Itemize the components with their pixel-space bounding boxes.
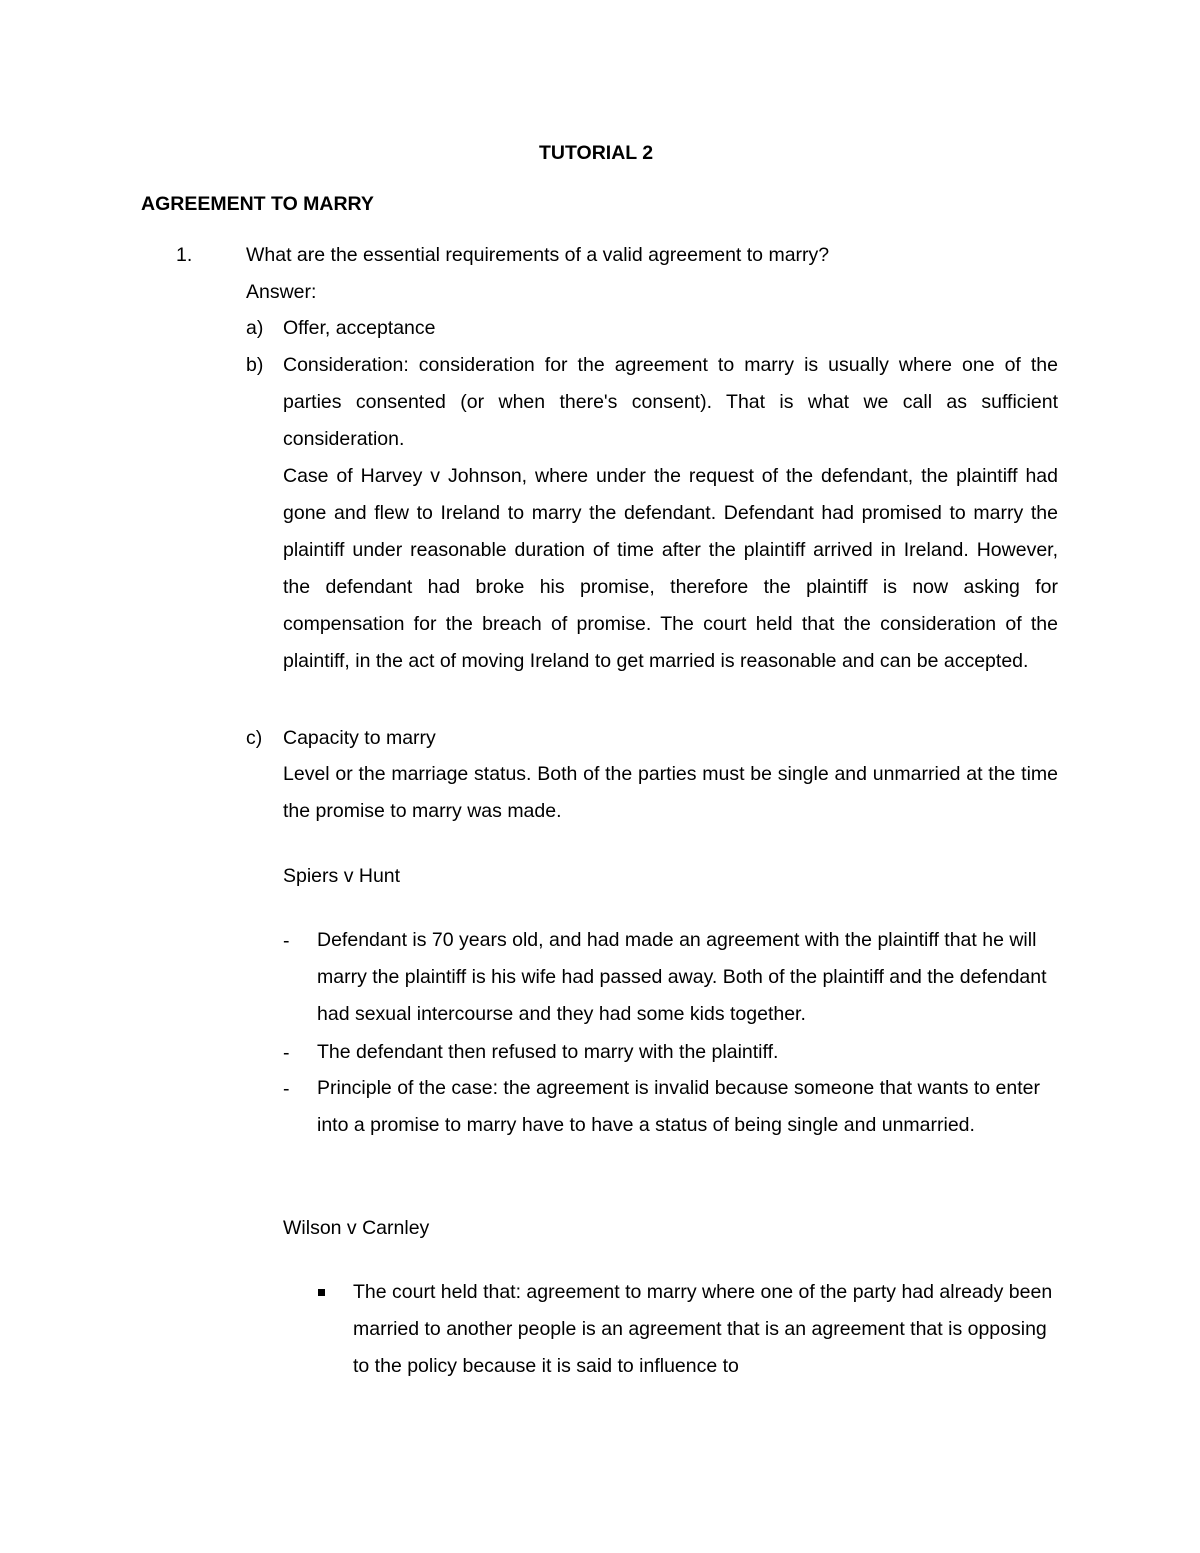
spiers-point-2: The defendant then refused to marry with the plaintiff. <box>317 1041 779 1063</box>
item-marker-c: c) <box>246 727 263 749</box>
wilson-point-1: The court held that: agreement to marry where one of the party had already been married to another people is an agreement that is an agreement that is opposing to the policy because it is said to influence to <box>353 1281 1053 1377</box>
item-text-a: Offer, acceptance <box>283 317 436 339</box>
harvey-case-paragraph: Case of Harvey v Johnson, where under the request of the defendant, the plaintiff had gone and flew to Ireland to marry the defendant. Defendant had promised to marry the plaintiff under reasonable duration of time after the plaintiff arrived in Ireland. However, the defendant had broke his promise, therefore the plaintiff is now asking for compensation for the breach of promise. The court held that the consideration of the plaintiff, in the act of moving Ireland to get married is reasonable and can be accepted. <box>283 465 1058 672</box>
capacity-paragraph: Level or the marriage status. Both of the parties must be single and unmarried at the time the promise to marry was made. <box>283 763 1058 822</box>
spiers-case-title: Spiers v Hunt <box>283 865 401 887</box>
item-text-b: Consideration: consideration for the agreement to marry is usually where one of the parties consented (or when there's consent). That is what we call as sufficient consideration. <box>283 354 1058 450</box>
dash-marker: - <box>283 930 290 952</box>
answer-label: Answer: <box>246 281 317 303</box>
spiers-point-1: Defendant is 70 years old, and had made an agreement with the plaintiff that he will marry the plaintiff is his wife had passed away. Both of the plaintiff and the defendant had sexual intercourse and they had some kids together. <box>317 929 1047 1025</box>
question-text: What are the essential requirements of a valid agreement to marry? <box>246 244 830 266</box>
item-text-c: Capacity to marry <box>283 727 436 749</box>
document-title: TUTORIAL 2 <box>539 142 654 164</box>
dash-marker: - <box>283 1042 290 1064</box>
spiers-point-3: Principle of the case: the agreement is invalid because someone that wants to enter into a promise to marry have to have a status of being single and unmarried. <box>317 1077 1041 1136</box>
square-bullet-icon <box>318 1289 325 1296</box>
question-number: 1. <box>176 244 193 266</box>
dash-marker: - <box>283 1078 290 1100</box>
section-heading: AGREEMENT TO MARRY <box>141 193 374 215</box>
wilson-case-title: Wilson v Carnley <box>283 1217 430 1239</box>
item-marker-b: b) <box>246 354 264 376</box>
item-marker-a: a) <box>246 317 264 339</box>
